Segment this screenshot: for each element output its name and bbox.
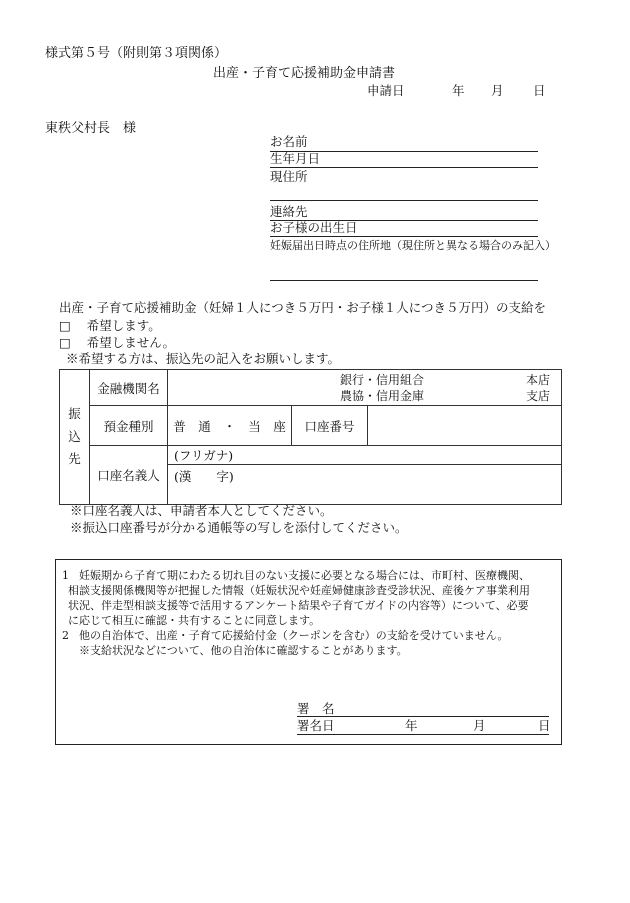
option-want-label: 希望します。 xyxy=(86,318,161,333)
consent-item1-line1: 妊娠期から子育て期にわたる切れ目のない支援に必要となる場合には、市町村、医療機関、 xyxy=(79,569,530,582)
birthdate-label: 生年月日 xyxy=(270,151,321,166)
bank-note: ※希望する方は、振込先の記入をお願いします。 xyxy=(66,351,341,366)
signature-date-month: 月 xyxy=(473,718,486,733)
kanji-field[interactable] xyxy=(168,465,562,505)
page-title: 出産・子育て応援補助金申請書 xyxy=(213,66,396,81)
consent-item1-line4: に応じて相互に確認・共有することに同意します。 xyxy=(68,614,321,627)
signature-date-year: 年 xyxy=(405,718,418,733)
table-note-2: ※振込口座番号が分かる通帳等の写しを添付してください。 xyxy=(70,520,408,535)
form-number: 様式第５号（附則第３項関係） xyxy=(45,46,228,61)
signature-date-field[interactable] xyxy=(297,734,549,735)
child-birthdate-field[interactable] xyxy=(270,236,538,237)
application-date-label: 申請日 xyxy=(367,83,405,98)
bank-types-2: 農協・信用金庫 xyxy=(340,388,425,403)
consent-item1-line2: 相談支援関係機関等が把握した情報（妊娠状況や妊産婦健康診査受診状況、産後ケア事業利用 xyxy=(68,584,530,597)
application-date-day: 日 xyxy=(533,83,546,98)
furigana-field[interactable] xyxy=(168,446,562,465)
child-birthdate-label: お子様の出生日 xyxy=(270,220,358,235)
transfer-side-label: 振 込 先 xyxy=(60,370,90,505)
account-number-label: 口座番号 xyxy=(292,406,368,446)
option-want[interactable] xyxy=(59,320,161,333)
pregnancy-address-field[interactable] xyxy=(270,280,538,281)
consent-item1-number: 1 xyxy=(62,569,69,582)
institution-label: 金融機関名 xyxy=(90,370,168,406)
option-not-want-label: 希望しません。 xyxy=(86,335,176,350)
consent-item2-note: ※支給状況などについて、他の自治体に確認することがあります。 xyxy=(79,644,408,657)
checkbox-icon[interactable]: □ xyxy=(59,335,71,350)
bank-types-1: 銀行・信用組合 xyxy=(340,372,425,387)
consent-item2-number: 2 xyxy=(62,629,69,642)
kanji-label: (漢 字) xyxy=(174,469,234,484)
signature-field[interactable] xyxy=(297,716,549,717)
request-text: 出産・子育て応援補助金（妊婦１人につき５万円・お子様１人につき５万円）の支給を xyxy=(59,300,547,315)
signature-label: 署 名 xyxy=(297,701,335,716)
addressee: 東秩父村長 様 xyxy=(45,121,137,136)
deposit-type-options[interactable]: 普 通 ・ 当 座 xyxy=(168,406,292,446)
consent-item2-line: 他の自治体で、出産・子育て応援給付金（クーポンを含む）の支給を受けていません。 xyxy=(79,629,509,642)
transfer-table xyxy=(59,369,562,505)
consent-item1-line3: 状況、伴走型相談支援等で活用するアンケート結果や子育てガイドの内容等）について、必要 xyxy=(68,599,529,612)
furigana-label: (フリガナ) xyxy=(174,448,234,463)
signature-date-label: 署名日 xyxy=(297,718,335,733)
table-note-1: ※口座名義人は、申請者本人としてください。 xyxy=(70,503,333,518)
pregnancy-address-label: 妊娠届出日時点の住所地（現住所と異なる場合のみ記入） xyxy=(270,239,556,252)
deposit-type-label: 預金種別 xyxy=(90,406,168,446)
signature-date-day: 日 xyxy=(538,718,551,733)
contact-label: 連絡先 xyxy=(270,204,308,219)
application-date-month: 月 xyxy=(491,83,504,98)
branch-main: 本店 xyxy=(526,372,551,387)
option-not-want[interactable] xyxy=(59,337,175,350)
birthdate-field[interactable] xyxy=(270,167,538,168)
account-holder-label: 口座名義人 xyxy=(90,446,168,505)
checkbox-icon[interactable]: □ xyxy=(59,318,71,333)
institution-field[interactable] xyxy=(168,370,562,406)
name-label: お名前 xyxy=(270,134,308,149)
address-field[interactable] xyxy=(270,200,538,201)
application-date-year: 年 xyxy=(452,83,465,98)
address-label: 現住所 xyxy=(270,169,308,184)
account-number-field[interactable] xyxy=(368,406,562,446)
branch-sub: 支店 xyxy=(526,388,551,403)
